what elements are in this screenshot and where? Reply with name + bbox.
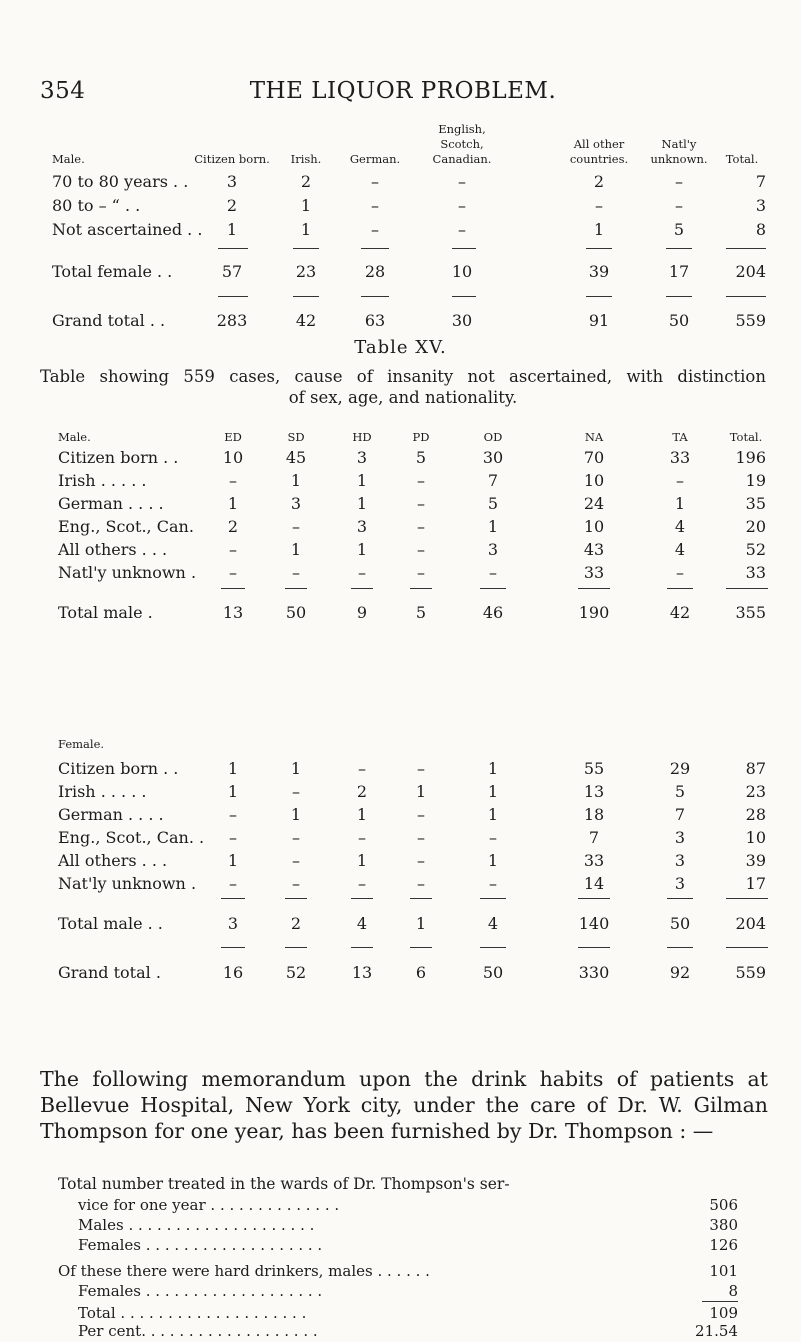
memo-item xyxy=(58,1282,738,1302)
table-cell: 45 xyxy=(285,448,307,467)
memo-label: Females . . . . . . . . . . . . . . . . . . . xyxy=(78,1282,323,1300)
table-cell: – xyxy=(489,874,497,893)
col-header-total: Total. xyxy=(725,152,759,166)
table-cell: 55 xyxy=(583,759,605,778)
table-cell: 1 xyxy=(290,540,302,559)
table-cell: – xyxy=(595,196,603,215)
table-cell: 7 xyxy=(588,828,600,847)
table-cell: 1 xyxy=(487,805,499,824)
table-cell: 559 xyxy=(735,963,766,982)
table-cell: 3 xyxy=(226,172,238,191)
table-cell: 19 xyxy=(745,471,766,490)
memo-intro: Total number treated in the wards of Dr. Thompson's ser- xyxy=(58,1175,510,1193)
table-title: Table XV. xyxy=(354,337,447,358)
table-cell: – xyxy=(417,828,425,847)
female-section-label: Female. xyxy=(58,737,105,751)
row-label: 80 to – “ . . xyxy=(52,196,141,215)
table-cell: 1 xyxy=(487,782,499,801)
col-header-citizen-born: Citizen born. xyxy=(194,152,270,166)
table-cell: 57 xyxy=(221,262,243,281)
table-cell: 1 xyxy=(290,471,302,490)
table-cell: 18 xyxy=(583,805,605,824)
table-cell: 330 xyxy=(578,963,610,982)
memo-label: Females . . . . . . . . . . . . . . . . . . . xyxy=(78,1236,323,1254)
table-cell: 204 xyxy=(735,262,766,281)
table-cell: 50 xyxy=(482,963,504,982)
table-cell: 1 xyxy=(300,220,312,239)
table-cell: 1 xyxy=(487,517,499,536)
table-cell: – xyxy=(229,471,237,490)
row-label: Nat'ly unknown . xyxy=(58,874,197,893)
table-cell: – xyxy=(417,851,425,870)
table-cell: 1 xyxy=(290,805,302,824)
table-cell: – xyxy=(229,805,237,824)
table-cell: 30 xyxy=(482,448,504,467)
table-cell: – xyxy=(458,220,466,239)
table-cell: 4 xyxy=(356,914,368,933)
row-label: Citizen born . . xyxy=(58,448,179,467)
table-cell: 33 xyxy=(669,448,691,467)
table-cell: 5 xyxy=(415,603,427,622)
memo-value: 101 xyxy=(709,1262,738,1280)
table-cell: 50 xyxy=(668,311,690,330)
page-number: 354 xyxy=(40,78,86,104)
table-cell: 17 xyxy=(745,874,766,893)
table-cell: – xyxy=(358,759,366,778)
memo-label: Total . . . . . . . . . . . . . . . . . . . . xyxy=(78,1304,307,1322)
table-cell: 8 xyxy=(755,220,766,239)
table-cell: 33 xyxy=(583,851,605,870)
table-cell: 63 xyxy=(364,311,386,330)
table-cell: – xyxy=(229,540,237,559)
col-header-male: Male. xyxy=(58,430,91,444)
memo-item xyxy=(58,1196,738,1216)
table-cell: – xyxy=(675,172,683,191)
table-cell: 1 xyxy=(300,196,312,215)
table-cell: – xyxy=(489,828,497,847)
table-cell: 10 xyxy=(583,517,605,536)
table-cell: – xyxy=(371,196,379,215)
table-cell: – xyxy=(458,172,466,191)
row-label: Not ascertained . . xyxy=(52,220,203,239)
table-cell: – xyxy=(229,563,237,582)
memo-item xyxy=(58,1262,738,1282)
table-cell: 39 xyxy=(745,851,766,870)
table-cell: 1 xyxy=(356,805,368,824)
col-header-all-other: All other xyxy=(573,137,625,151)
col-header-total: Total. xyxy=(729,430,763,444)
col-header-natly: Natl'y xyxy=(661,137,697,151)
table-cell: 2 xyxy=(300,172,312,191)
table-cell: 2 xyxy=(226,196,238,215)
table-cell: 2 xyxy=(227,517,239,536)
memo-label: Of these there were hard drinkers, males . . . . . . xyxy=(58,1262,430,1280)
table-cell: – xyxy=(489,563,497,582)
table-cell: – xyxy=(371,220,379,239)
table-cell: 3 xyxy=(356,448,368,467)
table-cell: 39 xyxy=(588,262,610,281)
memo-item xyxy=(58,1304,738,1324)
table-cell: 52 xyxy=(745,540,766,559)
table-cell: 17 xyxy=(668,262,690,281)
table-cell: – xyxy=(358,563,366,582)
body-paragraph: The following memorandum upon the drink habits of patients at Bellevue Hospital, New York city, under the care of Dr. W. Gilman Thompson for one year, has been furnished by Dr. Thompson : — xyxy=(40,1067,768,1143)
table-cell: – xyxy=(292,563,300,582)
table-cell: 204 xyxy=(735,914,766,933)
table-cell: – xyxy=(292,874,300,893)
memo-label: vice for one year . . . . . . . . . . . . . . xyxy=(78,1196,340,1214)
table-cell: 2 xyxy=(593,172,605,191)
table-cell: 6 xyxy=(415,963,427,982)
row-label: Natl'y unknown . xyxy=(58,563,197,582)
table-cell: 28 xyxy=(745,805,766,824)
table-cell: 196 xyxy=(735,448,766,467)
table-cell: 10 xyxy=(222,448,244,467)
running-header xyxy=(40,78,766,108)
table-cell: 1 xyxy=(356,540,368,559)
table-cell: – xyxy=(676,563,684,582)
row-label: Eng., Scot., Can. xyxy=(58,517,194,536)
table-cell: 43 xyxy=(583,540,605,559)
table-cell: 1 xyxy=(290,759,302,778)
table-cell: – xyxy=(417,494,425,513)
table-cell: 7 xyxy=(674,805,686,824)
col-header-scotch: Scotch, xyxy=(440,137,484,151)
col-header-irish: Irish. xyxy=(290,152,322,166)
table-cell: – xyxy=(371,172,379,191)
table-cell: 1 xyxy=(227,782,239,801)
col-header-canadian: Canadian. xyxy=(432,152,492,166)
table-cell: 4 xyxy=(674,517,686,536)
table-cell: 46 xyxy=(482,603,504,622)
table-cell: 42 xyxy=(295,311,317,330)
col-header-countries: countries. xyxy=(569,152,629,166)
caption-line-1: Table showing 559 cases, cause of insanity not ascertained, with distinction xyxy=(40,367,766,386)
table-cell: 13 xyxy=(222,603,244,622)
table-cell: – xyxy=(458,196,466,215)
table-cell: 2 xyxy=(356,782,368,801)
table-cell: 1 xyxy=(487,759,499,778)
table-cell: 5 xyxy=(674,782,686,801)
table-cell: 1 xyxy=(415,914,427,933)
table-caption xyxy=(40,366,766,408)
row-label: Citizen born . . xyxy=(58,759,179,778)
table-cell: 16 xyxy=(222,963,244,982)
table-cell: 1 xyxy=(356,494,368,513)
memo-value: 8 xyxy=(728,1282,738,1300)
table-cell: 28 xyxy=(364,262,386,281)
table-cell: 2 xyxy=(290,914,302,933)
memo-value: 21.54 xyxy=(695,1322,738,1340)
table-cell: 3 xyxy=(674,874,686,893)
table-cell: 23 xyxy=(295,262,317,281)
table-cell: 5 xyxy=(415,448,427,467)
table-cell: 9 xyxy=(356,603,368,622)
table-cell: 52 xyxy=(285,963,307,982)
col-header-german: German. xyxy=(349,152,401,166)
table-cell: – xyxy=(292,782,300,801)
row-label: All others . . . xyxy=(58,851,168,870)
table-cell: – xyxy=(292,517,300,536)
memo-value: 126 xyxy=(709,1236,738,1254)
caption-line-2: of sex, age, and nationality. xyxy=(288,388,518,407)
table-cell: – xyxy=(676,471,684,490)
table-cell: 33 xyxy=(745,563,766,582)
table-cell: – xyxy=(358,874,366,893)
table-cell: – xyxy=(417,563,425,582)
table-cell: 50 xyxy=(285,603,307,622)
row-label: All others . . . xyxy=(58,540,168,559)
table-cell: 3 xyxy=(227,914,239,933)
running-title: THE LIQUOR PROBLEM. xyxy=(249,78,557,104)
row-label: 70 to 80 years . . xyxy=(52,172,189,191)
table-cell: 42 xyxy=(669,603,691,622)
table-cell: 3 xyxy=(674,851,686,870)
row-label: Grand total . xyxy=(58,963,161,982)
row-label: Eng., Scot., Can. . xyxy=(58,828,205,847)
table-cell: 10 xyxy=(451,262,473,281)
row-label: Irish . . . . . xyxy=(58,471,147,490)
table-cell: 92 xyxy=(669,963,691,982)
memo-item xyxy=(58,1322,738,1342)
table-cell: 1 xyxy=(415,782,427,801)
table-cell: 4 xyxy=(487,914,499,933)
col-header-hd: HD xyxy=(352,430,372,444)
row-label: German . . . . xyxy=(58,494,164,513)
table-cell: 3 xyxy=(290,494,302,513)
memo-label: Males . . . . . . . . . . . . . . . . . . . . xyxy=(78,1216,315,1234)
table-cell: 3 xyxy=(674,828,686,847)
table-cell: – xyxy=(229,874,237,893)
table-cell: 13 xyxy=(583,782,605,801)
col-header-english: English, xyxy=(438,122,486,136)
col-header-sd: SD xyxy=(287,430,305,444)
table-cell: 1 xyxy=(227,494,239,513)
table-cell: 30 xyxy=(451,311,473,330)
row-label: Irish . . . . . xyxy=(58,782,147,801)
table-cell: – xyxy=(417,517,425,536)
col-header-unknown: unknown. xyxy=(650,152,708,166)
table-cell: 283 xyxy=(216,311,248,330)
memo-value: 380 xyxy=(709,1216,738,1234)
table-cell: 1 xyxy=(356,471,368,490)
table-cell: – xyxy=(292,851,300,870)
table-cell: – xyxy=(417,805,425,824)
row-label: Total male . xyxy=(58,603,153,622)
table-cell: 91 xyxy=(588,311,610,330)
table-cell: 5 xyxy=(487,494,499,513)
table-cell: – xyxy=(417,759,425,778)
col-header-ed: ED xyxy=(224,430,242,444)
table-cell: 4 xyxy=(674,540,686,559)
table-cell: 10 xyxy=(583,471,605,490)
table-cell: 35 xyxy=(745,494,766,513)
col-header-ta: TA xyxy=(672,430,688,444)
table-cell: 1 xyxy=(356,851,368,870)
col-header-od: OD xyxy=(483,430,503,444)
table-cell: 1 xyxy=(674,494,686,513)
table-cell: 3 xyxy=(487,540,499,559)
table-cell: – xyxy=(358,828,366,847)
table-cell: 1 xyxy=(227,851,239,870)
table-cell: 140 xyxy=(578,914,610,933)
memo-item xyxy=(58,1236,738,1256)
table-cell: 1 xyxy=(227,759,239,778)
table-cell: 29 xyxy=(669,759,691,778)
table-cell: 24 xyxy=(583,494,605,513)
col-header-na: NA xyxy=(584,430,604,444)
table-cell: 3 xyxy=(356,517,368,536)
table-cell: – xyxy=(292,828,300,847)
row-label: Total male . . xyxy=(58,914,163,933)
table-cell: 190 xyxy=(578,603,610,622)
table-cell: 355 xyxy=(735,603,766,622)
memo-value: 109 xyxy=(709,1304,738,1322)
col-header-male: Male. xyxy=(52,152,85,166)
table-cell: 20 xyxy=(745,517,766,536)
table-cell: – xyxy=(675,196,683,215)
table-cell: 87 xyxy=(745,759,766,778)
table-cell: 3 xyxy=(755,196,766,215)
table-cell: 13 xyxy=(351,963,373,982)
table-cell: 1 xyxy=(487,851,499,870)
table-cell: 23 xyxy=(745,782,766,801)
memo-item xyxy=(58,1216,738,1236)
memo-label: Per cent. . . . . . . . . . . . . . . . . . . xyxy=(78,1322,318,1340)
row-label: German . . . . xyxy=(58,805,164,824)
table-cell: – xyxy=(417,540,425,559)
table-cell: 5 xyxy=(673,220,685,239)
table-cell: 7 xyxy=(487,471,499,490)
table-cell: 7 xyxy=(755,172,766,191)
table-cell: 10 xyxy=(745,828,766,847)
col-header-pd: PD xyxy=(412,430,430,444)
table-cell: – xyxy=(417,874,425,893)
table-cell: 559 xyxy=(735,311,766,330)
memo-value: 506 xyxy=(709,1196,738,1214)
table-cell: 50 xyxy=(669,914,691,933)
table-cell: 70 xyxy=(583,448,605,467)
table-cell: 1 xyxy=(593,220,605,239)
table-cell: – xyxy=(417,471,425,490)
table-cell: 14 xyxy=(583,874,605,893)
table-cell: – xyxy=(229,828,237,847)
row-label: Grand total . . xyxy=(52,311,166,330)
table-cell: 1 xyxy=(226,220,238,239)
row-label: Total female . . xyxy=(52,262,173,281)
table-cell: 33 xyxy=(583,563,605,582)
